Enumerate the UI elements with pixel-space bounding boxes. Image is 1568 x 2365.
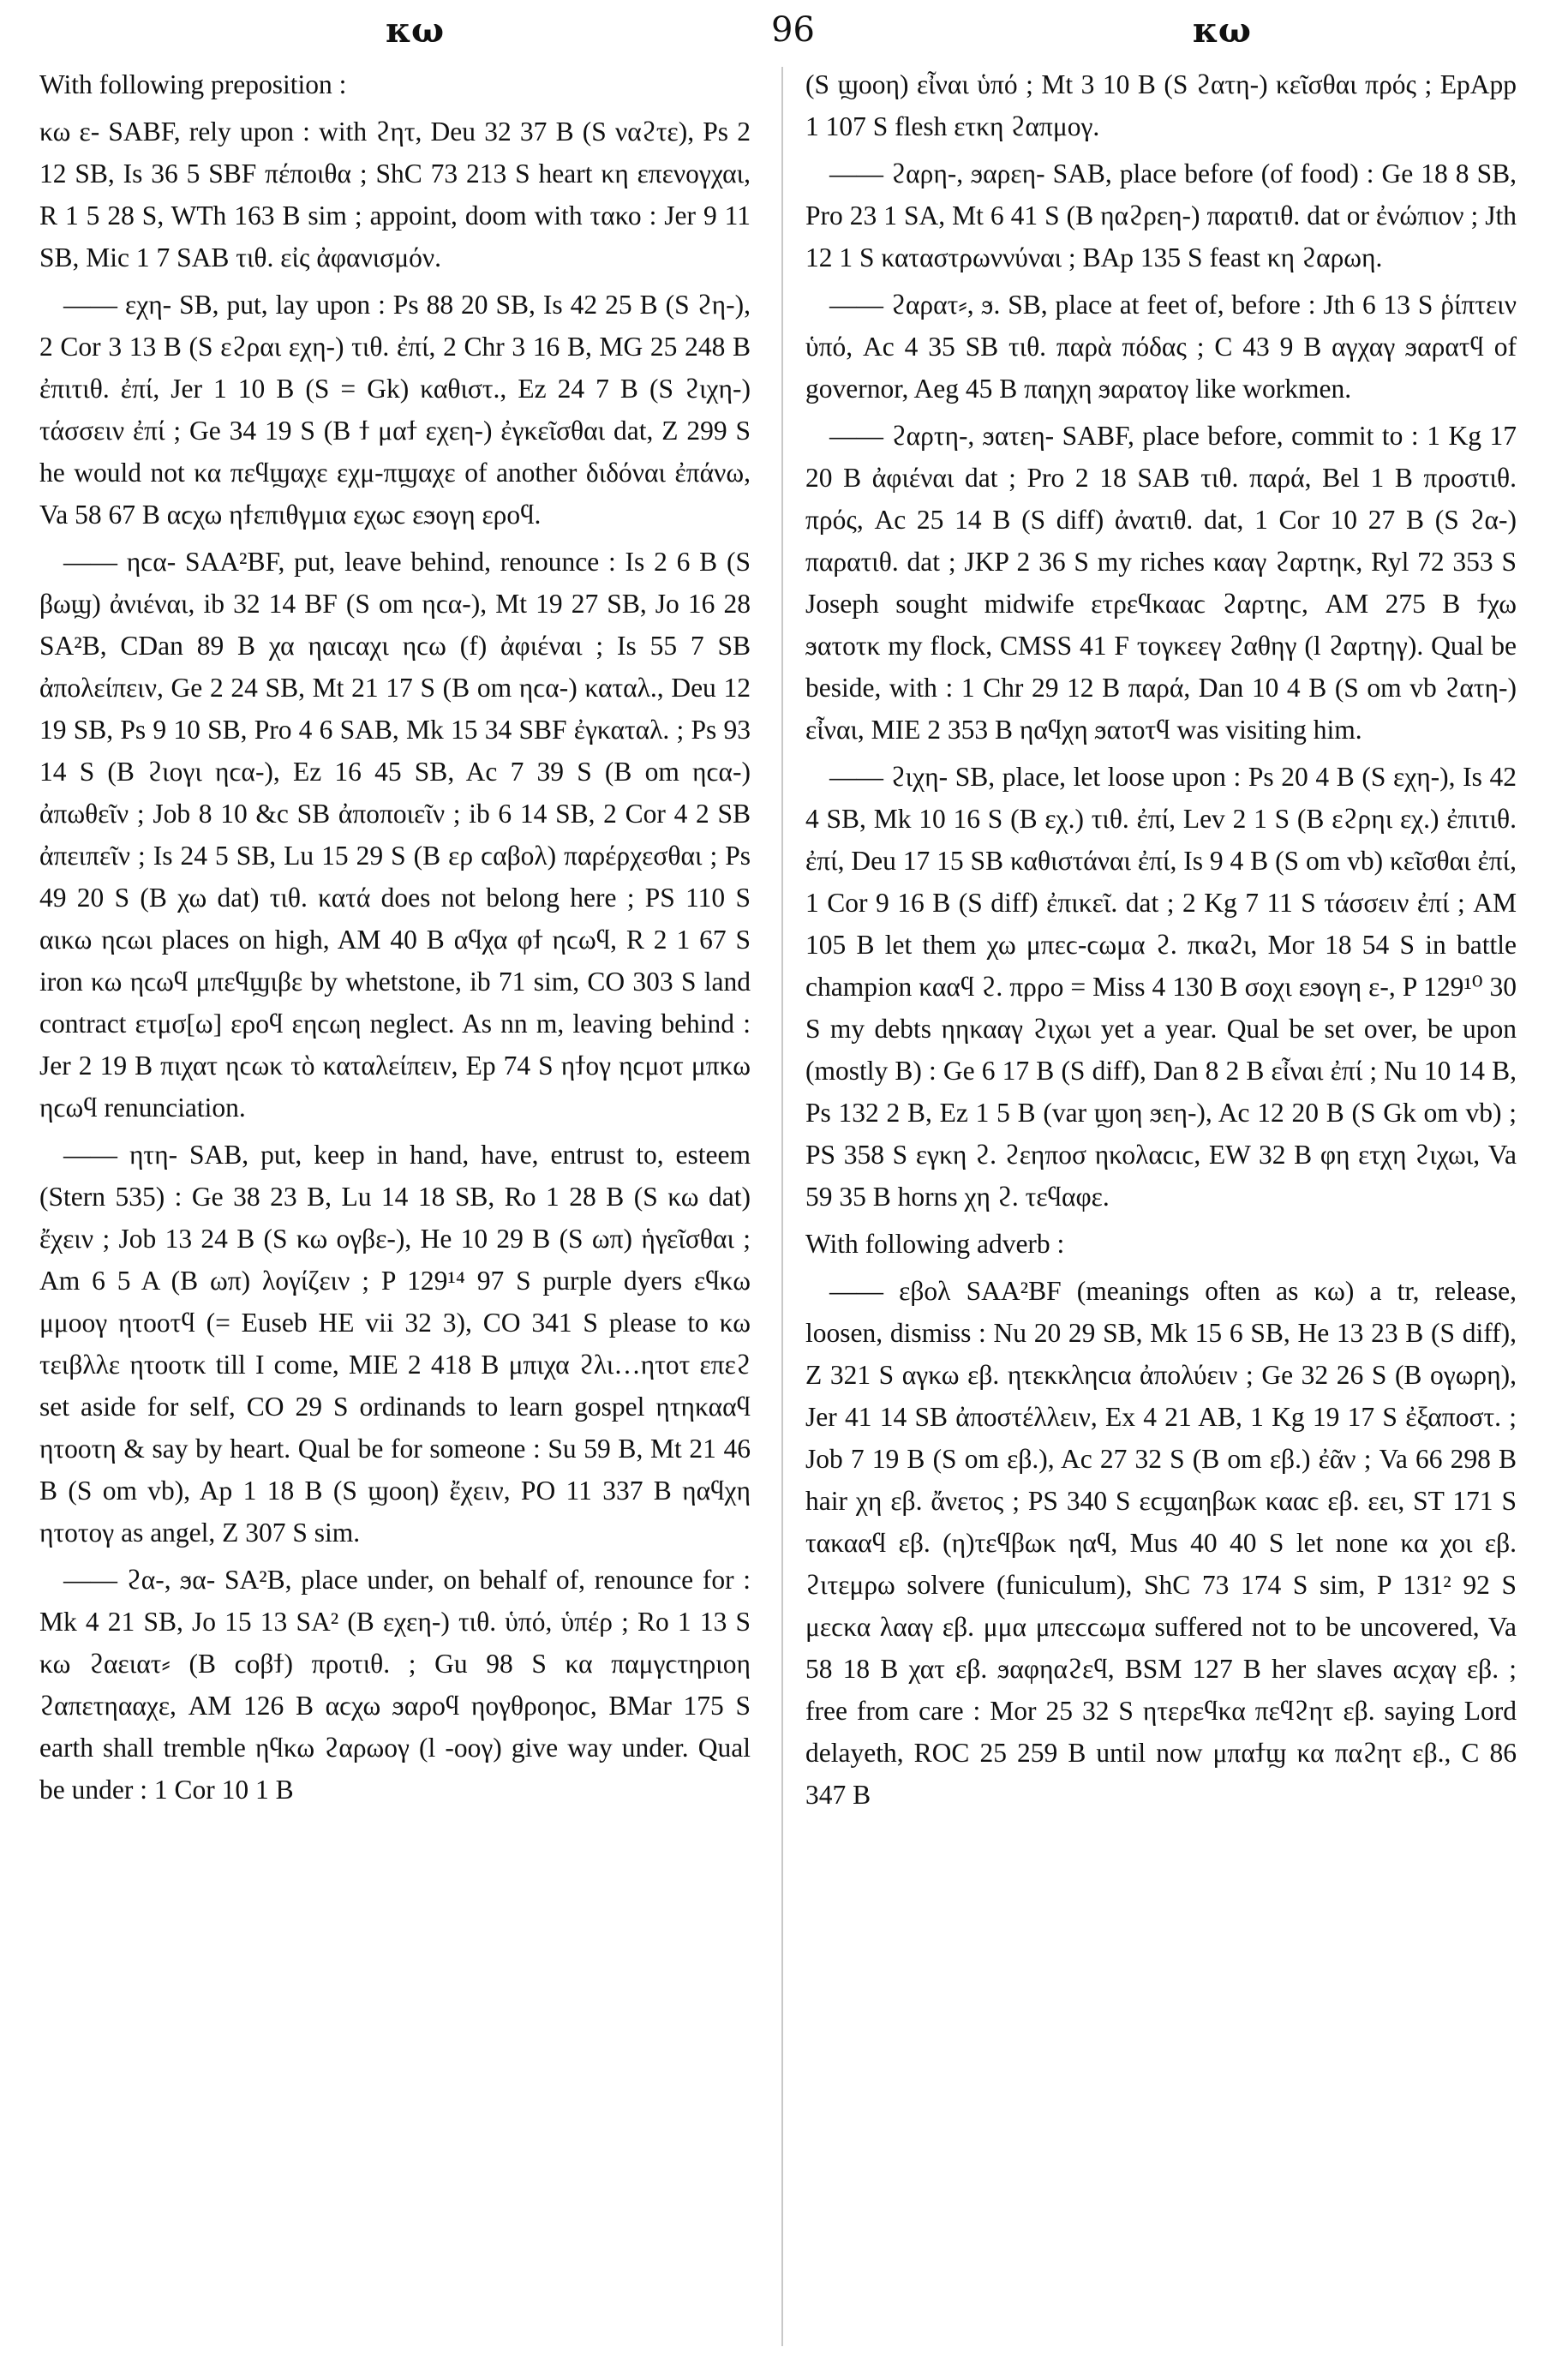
- entry-paragraph: —— ϩιχη- SB, place, let loose upon : Ps 20 4 B (S εχη-), Is 42 4 SB, Mk 10 16 S (B εχ.) τιθ. ἐπί, Lev 2 1 S (B εϩρηι εχ.) ἐπιτιθ. ἐπί, Deu 17 15 SB καθιστάναι ἐπί, Is 9 4 B (S om vb) κεῖσθαι ἐπί, 1 Cor 9 16 B (S diff) ἐπικεῖ. dat ; 2 Kg 7 11 S τάσσειν ἐπί ; AM 105 B let them χω μπεϲ-ϲωμα ϩ. πκαϩι, Mor 18 54 S in battle champion κααϥ ϩ. πρρο = Miss 4 130 B σοχι εϧογη ε-, P 129¹⁰ 30 S my debts ηηκααγ ϩιχωι yet a year. Qual be set over, be upon (mostly B) : Ge 6 17 B (S diff), Dan 8 2 B εἶναι ἐπί ; Nu 10 14 B, Ps 132 2 B, Ez 1 5 B (var ϣοη ϧεη-), Ac 12 20 B (S Gk om vb) ; PS 358 S εγκη ϩ. ϩεηποσ ηκολαϲιϲ, EW 32 B φη ετχη ϩιχωι, Va 59 35 B horns χη ϩ. τεϥαφε.: [805, 762, 1517, 1212]
- entry-paragraph: (S ϣοοη) εἶναι ὑπό ; Mt 3 10 B (S ϩατη-) κεῖσθαι πρός ; EpApp 1 107 S flesh ετκη ϩαπμογ.: [805, 69, 1517, 141]
- running-head: [60, 10, 1508, 62]
- section-heading: With following adverb :: [805, 1229, 1065, 1259]
- left-column: [39, 63, 751, 2351]
- right-column: [805, 63, 1517, 2351]
- header-right-word: κω: [1192, 10, 1251, 51]
- entry-paragraph: —— ητη- SAB, put, keep in hand, have, entrust to, esteem (Stern 535) : Ge 38 23 B, Lu 14 18 SB, Ro 1 28 B (S κω dat) ἔχειν ; Job 13 24 B (S κω ογβε-), He 10 29 B (S ωπ) ἡγεῖσθαι ; Am 6 5 A (B ωπ) λογίζειν ; P 129¹⁴ 97 S purple dyers εϥκω μμοογ ητοοτϥ (= Euseb HE vii 32 3), CO 341 S please to κω τειβλλε ητοοτκ till I come, MIE 2 418 B μπιχα ϩλι…ητοτ επεϩ set aside for self, CO 29 S ordinands to learn gospel ητηκααϥ ητοοτη & say by heart. Qual be for someone : Su 59 B, Mt 21 46 B (S om vb), Ap 1 18 B (S ϣοοη) ἔχειν, PO 11 337 B ηαϥχη ητοτογ as angel, Z 307 S sim.: [39, 1140, 751, 1548]
- entry-paragraph: —— εχη- SB, put, lay upon : Ps 88 20 SB, Is 42 25 B (S ϩη-), 2 Cor 3 13 B (S εϩραι εχη-) τιθ. ἐπί, 2 Chr 3 16 B, MG 25 248 B ἐπιτιθ. ἐπί, Jer 1 10 B (S = Gk) καθιστ., Ez 24 7 B (S ϩιχη-) τάσσειν ἐπί ; Ge 34 19 S (B ϯ μαϯ εχεη-) ἐγκεῖσθαι dat, Z 299 S he would not κα πεϥϣαχε εχμ-πϣαχε of another διδόναι ἐπάνω, Va 58 67 B αϲχω ηϯεπιθγμια εχωϲ εϧογη εροϥ.: [39, 290, 751, 530]
- entry-paragraph: —— ϩαρη-, ϧαρεη- SAB, place before (of food) : Ge 18 8 SB, Pro 23 1 SA, Mt 6 41 S (B ηαϩρεη-) παρατιθ. dat or ἐνώπιον ; Jth 12 1 S καταστρωννύναι ; BAp 135 S feast κη ϩαρωη.: [805, 159, 1517, 272]
- entry-paragraph: κω ε- SABF, rely upon : with ϩητ, Deu 32 37 B (S ναϩτε), Ps 2 12 SB, Is 36 5 SBF πέποιθα ; ShC 73 213 S heart κη επενογχαι, R 1 5 28 S, WTh 163 B sim ; appoint, doom with τακο : Jer 9 11 SB, Mic 1 7 SAB τιθ. εἰς ἀφανισμόν.: [39, 117, 751, 272]
- entry-paragraph: —— ηϲα- SAA²BF, put, leave behind, renounce : Is 2 6 B (S βωϣ) ἀνιέναι, ib 32 14 BF (S om ηϲα-), Mt 19 27 SB, Jo 16 28 SA²B, CDan 89 B χα ηαιϲαχι ηϲω (f) ἀφιέναι ; Is 55 7 SB ἀπολείπειν, Ge 2 24 SB, Mt 21 17 S (B om ηϲα-) καταλ., Deu 12 19 SB, Ps 9 10 SB, Pro 4 6 SAB, Mk 15 34 SBF ἐγκαταλ. ; Ps 93 14 S (B ϩιογι ηϲα-), Ez 16 45 SB, Ac 7 39 S (B om ηϲα-) ἀπωθεῖν ; Job 8 10 &c SB ἀποποιεῖν ; ib 6 14 SB, 2 Cor 4 2 SB ἀπειπεῖν ; Is 24 5 SB, Lu 15 29 S (B ερ ϲαβολ) παρέρχεσθαι ; Ps 49 20 S (B χω dat) τιθ. κατά does not belong here ; PS 110 S αικω ηϲωι places on high, AM 40 B αϥχα φϯ ηϲωϥ, R 2 1 67 S iron κω ηϲωϥ μπεϥϣιβε by whetstone, ib 71 sim, CO 303 S land contract ετμσ[ω] εροϥ εηϲωη neglect. As nn m, leaving behind : Jer 2 19 B πιχατ ηϲωκ τὸ καταλείπειν, Ep 74 S ηϯογ ηϲμοτ μπκω ηϲωϥ renunciation.: [39, 547, 751, 1123]
- header-left-word: κω: [386, 10, 445, 51]
- entry-paragraph: —— ϩαρατ⸗, ϧ. SB, place at feet of, before : Jth 6 13 S ῥίπτειν ὑπό, Ac 4 35 SB τιθ. παρὰ πόδας ; C 43 9 B αγχαγ ϧαρατϥ of governor, Aeg 45 B παηχη ϧαρατογ like workmen.: [805, 290, 1517, 404]
- section-heading: With following preposition :: [39, 69, 347, 99]
- text-columns: [0, 63, 1568, 2351]
- entry-paragraph: —— ϩαρτη-, ϧατεη- SABF, place before, commit to : 1 Kg 17 20 B ἀφιέναι dat ; Pro 2 18 SAB τιθ. παρά, Bel 1 B προστιθ. πρός, Ac 25 14 B (S diff) ἀνατιθ. dat, 1 Cor 10 27 B (S ϩα-) παρατιθ. dat ; JKP 2 36 S my riches κααγ ϩαρτηκ, Ryl 72 353 S Joseph sought midwife ετρεϥκααϲ ϩαρτηϲ, AM 275 B ϯχω ϧατοτκ my flock, CMSS 41 F τογκεεγ ϩαθηγ (l ϩαρτηγ). Qual be beside, with : 1 Chr 29 12 B παρά, Dan 10 4 B (S om vb ϩατη-) εἶναι, MIE 2 353 B ηαϥχη ϧατοτϥ was visiting him.: [805, 421, 1517, 745]
- page-number: 96: [771, 10, 815, 50]
- entry-paragraph: —— εβολ SAA²BF (meanings often as κω) a tr, release, loosen, dismiss : Nu 20 29 SB, Mk 15 6 SB, He 13 23 B (S diff), Z 321 S αγκω εβ. ητεκκληϲια ἀπολύειν ; Ge 32 26 S (B ογωρη), Jer 41 14 SB ἀποστέλλειν, Ex 4 21 AB, 1 Kg 19 17 S ἐξαποστ. ; Job 7 19 B (S om εβ.), Ac 27 32 S (B om εβ.) ἐᾶν ; Va 66 298 B hair χη εβ. ἄνετος ; PS 340 S εϲϣαηβωκ κααϲ εβ. εει, ST 171 S τακααϥ εβ. (η)τεϥβωκ ηαϥ, Mus 40 40 S let none κα χοι εβ. ϩιτεμρω solvere (funiculum), ShC 73 174 S sim, P 131² 92 S μεϲκα λααγ εβ. μμα μπεϲϲωμα suffered not to be uncovered, Va 58 18 B χατ εβ. ϧαφηαϩεϥ, BSM 127 B her slaves αϲχαγ εβ. ; free from care : Mor 25 32 S ητερεϥκα πεϥϩητ εβ. saying Lord delayeth, ROC 25 259 B until now μπαϯϣ κα παϩητ εβ., C 86 347 B: [805, 1276, 1517, 1810]
- entry-paragraph: —— ϩα-, ϧα- SA²B, place under, on behalf of, renounce for : Mk 4 21 SB, Jo 15 13 SA² (B εχεη-) τιθ. ὑπό, ὑπέρ ; Ro 1 13 S κω ϩαειατ⸗ (B ϲοβϯ) προτιθ. ; Gu 98 S κα παμγϲτηριοη ϩαπετηααχε, AM 126 B αϲχω ϧαροϥ ηογθροηοϲ, BMar 175 S earth shall tremble ηϥκω ϩαρωογ (l -οογ) give way under. Qual be under : 1 Cor 10 1 B: [39, 1565, 751, 1805]
